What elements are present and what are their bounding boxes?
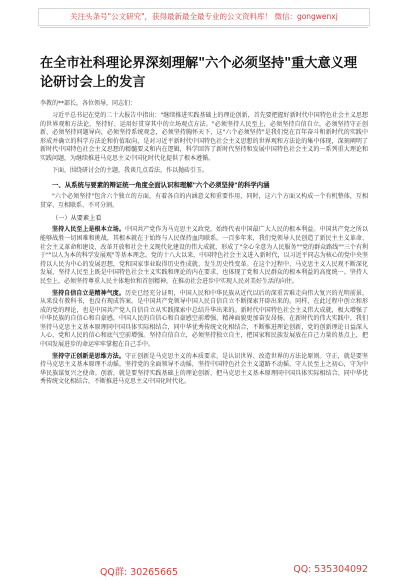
body-paragraph xyxy=(40,353,368,387)
paragraph-text: 历史已经充分证明，中国人民和中华民族从近代以后的深重苦难走向伟大复兴的光明前景，从来没有教科书，也没有现成答案。是中国共产党领导中国人民自信自立不断探索开辟出来的。同样，在此过程中创立和形成的党的理论，也是中国共产党人自信自立从实践探索中总结升华出来的。新时代中国特色社会主义伟大成就，极大增强了中华民族的自信心和自豪感，中国人民的自信心和自豪感空前增强，精神面貌更加奋发昂扬。在新时代的伟大实践中，我们坚持马克思主义基本原理同中国具体实际相结合，同中华优秀传统文化相结合，不断推进理论创新，党的创新理论日益深入人心，党和人民的信心和底气空前增强。坚持自信自立，必须坚持独立自主，把国家和民族发展放在自己力量的基点上，把中国发展进步的命运牢牢掌握在自己手中。 xyxy=(40,289,368,349)
subsection-heading: （一）从要素上看 xyxy=(52,215,102,223)
paragraph-text: 守正创新是马克思主义的本质要求，是认识世界、改造世界的方法论原则。守正，就是要坚持马克思主义基本原理不动摇，坚持党的全面领导不动摇，坚持中国特色社会主义道路不动摇，守人民至上之初心，守为中华民族谋复兴之使命。创新，就是要坚持实践基础上的理论创新，把马克思主义基本原理同中国具体实际相结合、同中华优秀传统文化相结合，不断推进马克思主义中国化时代化。 xyxy=(40,352,368,386)
body-paragraph xyxy=(40,226,368,286)
paragraph-text: 中国共产党作为马克思主义政党，始终代表中国最广大人民的根本利益。中国共产党之所以能够战胜一切困难和挑战，其根本就在于始终与人民保持血肉联系。一百多年来，我们党领导人民创造了新民主主义革命、社会主义革命和建设、改革开放和社会主义现代化建设的伟大成就，形成了"全心全意为人民服务""党的群众路线""三个有利于""以人为本的科学发展观"等基本理念。党的十八大以来，中国特色社会主义进入新时代，以习近平同志为核心的党中央坚持以人民为中心的发展思想，党和国家事业取得历史性成就、发生历史性变革。在这个过程中，马克思主义人民观不断深化发展，坚持人民至上既是中国特色社会主义实践和理论的内在要求，也体现了党和人民群众的根本利益的高度统一。坚持人民至上，必须坚持尊重人民主体地位和首创精神，在推动社会进步中实现人民对美好生活的向往。 xyxy=(40,226,368,285)
paragraph-lead: 坚持人民至上是根本立场。 xyxy=(52,226,125,234)
body-paragraph xyxy=(40,290,368,350)
paragraph-lead: 坚持守正创新是思维方法。 xyxy=(52,352,125,360)
promo-banner: 关注头条号"公文研究"，获得最新最全最专业的公文资料库！ 微信：gongwenxj xyxy=(38,8,370,26)
qq-group: QQ群: 30265665 xyxy=(100,567,178,578)
document-body xyxy=(40,54,368,390)
document-title: 在全市社科理论界深刻理解"六个必须坚持"重大意义理论研讨会上的发言 xyxy=(40,56,358,90)
intro-paragraph: 下面，围绕研讨会的主题，我谈几点看法，作以抛砖引玉。 xyxy=(52,166,209,174)
footer-contact xyxy=(40,564,368,578)
qq-number: QQ: 535304092 xyxy=(293,564,368,575)
section-heading: 一、从系统与要素的辩证统一角度全面认识和理解"六个必须坚持"的科学内涵 xyxy=(52,181,270,190)
intro-paragraph: 习近平总书记在党的二十大报告中指出："继续推进实践基础上的理论创新，首先要把握好新时代中国特色社会主义思想的世界观和方法论，坚持好、运用好贯穿其中的立场观点方法。"必须坚持人民至上，必须坚持自信自立，必须坚持守正创新，必须坚持问题导向，必须坚持系统观念，必须坚持胸怀天下，这"六个必须坚持"是我们党在百年奋斗和新时代的实践中形成并确立的科学方法论和价值取向，是对习近平新时代中国特色社会主义思想的世界观和方法论的集中体现，深刻阐明了新时代中国特色社会主义思想的精髓要义和内在逻辑，科学回答了新时代坚持和发展中国特色社会主义的一系列重大理论和实践问题，为继续推进马克思主义中国化时代化提供了根本遵循。 xyxy=(40,112,368,162)
section-paragraph: "六个必须坚持"包含六个独立的方面，有着各自的内涵意义和重要作用，同时，这六个方面又构成一个有机整体，互相贯穿、互相联系、不可分割。 xyxy=(40,193,368,209)
greeting: 李教的**部长，各位领导，同志们： xyxy=(40,100,137,107)
header-divider xyxy=(40,27,368,28)
paragraph-lead: 坚持自信自立是精神气度。 xyxy=(52,289,125,297)
